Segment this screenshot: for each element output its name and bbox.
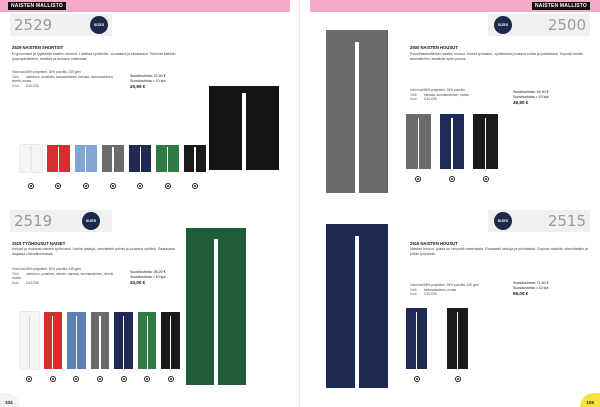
color-marker-icon [28,183,34,189]
color-variant-thumbnail [75,145,97,177]
garment-leg [359,234,388,388]
product-description: Ergonomiset ja tyylikkäät naisten shortsit. Lisätilaa vyötärölle, sivutaskut ja takataskut. Toimivat kaikkiin työympäristöihin, kestävä ja mukava materiaali. [12,52,176,61]
garment-leg [209,92,242,170]
garment-leg [114,147,124,172]
color-variant-thumbnail [114,312,133,370]
product-price: Suositushinta: 36,20 € Suositushinta > 10 kpl: 33,00 € [130,270,167,285]
garment-leg [440,117,452,169]
garment-leg [148,315,157,368]
garment-leg [184,147,194,172]
color-variant-thumbnail [47,145,69,177]
product-2500 [308,14,590,200]
garment-leg [86,147,96,172]
product-2515 [308,210,590,396]
color-variant-thumbnail [161,312,180,370]
product-specs: Materiaali65% polyesteri, 35% puuvilla, 245 g/m² Värit valkoinen, punainen, taivaansininen, harmaa, tummansininen, vihreä, musta Koot C34-C50 [12,70,114,88]
garment-leg [53,315,62,368]
color-variant-thumbnail [129,145,151,177]
color-marker-icon [97,376,103,382]
color-marker-icon [55,183,61,189]
garment-leg [473,117,485,169]
color-swatches [406,308,468,386]
color-variant-thumbnail [138,312,157,370]
garment-leg [218,238,246,385]
garment-leg [417,312,427,370]
garment-leg [161,315,170,368]
garment-leg [196,147,206,172]
garment-leg [102,147,112,172]
garment-leg [124,315,133,368]
color-variant-thumbnail [156,145,178,177]
product-description: Kevyet ja mukavat naisten työhousut. Useita taskuja, vahvistetut polvet ja joustava vyötärö. Saatavana laajassa värivalikoimassa. [12,247,176,256]
product-number: 2515 [547,212,586,230]
color-variant-thumbnail [406,114,431,170]
garment-leg [486,117,498,169]
garment-leg [77,315,86,368]
color-variant-thumbnail [20,145,42,177]
color-variant-thumbnail [91,312,110,370]
garment-leg [59,147,69,172]
sizes-badge-icon: SIZES [494,16,512,34]
product-2529 [10,14,292,200]
product-main-image [186,228,246,388]
garment-leg [168,147,178,172]
product-specs: Materiaali65% polyesteri, 35% puuvilla, 245 g/m² Värit tummansininen, musta Koot C34-C50 [410,283,480,297]
product-description: Puuvillasekoitteiset naisten housut. Monet työtaskut, vyötärössä joustava kohta ja polvitaskut. Sopivat moniin ammatteihin, kestävät hyvin pesua. [410,52,584,61]
garment-leg [129,147,139,172]
color-marker-icon [455,376,461,382]
garment-leg [32,147,42,172]
garment-leg [406,117,418,169]
product-number: 2500 [547,16,586,34]
color-variant-thumbnail [20,312,39,370]
color-variant-thumbnail [447,308,468,370]
garment-leg [20,147,30,172]
color-swatches [406,114,498,186]
sizes-badge-icon: SIZES [494,212,512,230]
color-marker-icon [26,376,32,382]
product-main-image [209,86,279,186]
product-main-image [326,30,388,195]
color-marker-icon [192,183,198,189]
color-marker-icon [483,176,489,182]
garment-leg [141,147,151,172]
garment-leg [114,315,123,368]
color-marker-icon [449,176,455,182]
sizes-badge-icon: SIZES [90,16,108,34]
product-number: 2529 [14,16,53,34]
product-price: Suositushinta: 54,90 € Suositushinta > 10 kpl: 49,90 € [513,90,550,105]
color-marker-icon [73,376,79,382]
product-number: 2519 [14,212,53,230]
garment-leg [75,147,85,172]
product-title: 2529 NAISTEN SHORTSIT [12,45,64,50]
product-main-image [326,224,388,390]
color-marker-icon [415,176,421,182]
garment-leg [406,312,416,370]
page-number-left: 104 [5,400,13,405]
garment-leg [246,92,279,170]
garment-leg [447,312,457,370]
color-marker-icon [121,376,127,382]
product-2519 [10,210,292,396]
color-variant-thumbnail [184,145,206,177]
color-marker-icon [110,183,116,189]
color-variant-thumbnail [44,312,63,370]
product-price: Suositushinta: 22,90 € Suositushinta > 10 kpl: 20,90 € [130,74,167,89]
product-title: 2500 NAISTEN HOUSUT [410,45,458,50]
product-specs: Materiaali65% polyesteri, 35% puuvilla, 245 g/m² Värit valkoinen, punainen, sininen, harmaa, tummansininen, vihreä, musta Koot C34-C50 [12,267,114,285]
garment-leg [30,315,39,368]
section-label: NAISTEN MALLISTO [532,2,590,10]
garment-leg [326,40,355,193]
garment-leg [171,315,180,368]
garment-leg [186,238,214,385]
garment-leg [359,40,388,193]
color-marker-icon [137,183,143,189]
color-marker-icon [168,376,174,382]
sizes-badge-icon: SIZES [82,212,100,230]
right-page [300,0,600,407]
garment-leg [326,234,355,388]
color-swatches [20,312,180,386]
color-marker-icon [50,376,56,382]
garment-leg [47,147,57,172]
color-swatches [20,145,206,193]
garment-leg [20,315,29,368]
color-marker-icon [144,376,150,382]
garment-leg [44,315,53,368]
garment-leg [453,117,465,169]
product-title: 2519 TYÖHOUSUT NAISET [12,241,66,246]
page-number-right: 105 [586,400,594,405]
color-marker-icon [165,183,171,189]
color-marker-icon [83,183,89,189]
color-variant-thumbnail [440,114,465,170]
product-price: Suositushinta: 71,50 € Suositushinta > 10 kpl: 65,00 € [513,281,550,296]
color-variant-thumbnail [67,312,86,370]
color-variant-thumbnail [406,308,427,370]
section-label: NAISTEN MALLISTO [8,2,66,10]
product-specs: Materiaali65% polyesteri, 35% puuvilla Värit harmaa, tummansininen, musta Koot C34-C50 [410,88,469,102]
garment-leg [156,147,166,172]
color-variant-thumbnail [473,114,498,170]
garment-leg [419,117,431,169]
garment-leg [101,315,110,368]
product-title: 2515 NAISTEN HOUSUT [410,241,458,246]
color-variant-thumbnail [102,145,124,177]
garment-leg [67,315,76,368]
color-marker-icon [414,376,420,382]
garment-leg [138,315,147,368]
product-description: Naisten housut, joissa on venyvää materiaalia. Runsaasti taskuja ja polvitaskut. Sopivat vaativiin olosuhteisiin ja pitkiin työpäiviin. [410,247,588,256]
garment-leg [458,312,468,370]
garment-leg [91,315,100,368]
